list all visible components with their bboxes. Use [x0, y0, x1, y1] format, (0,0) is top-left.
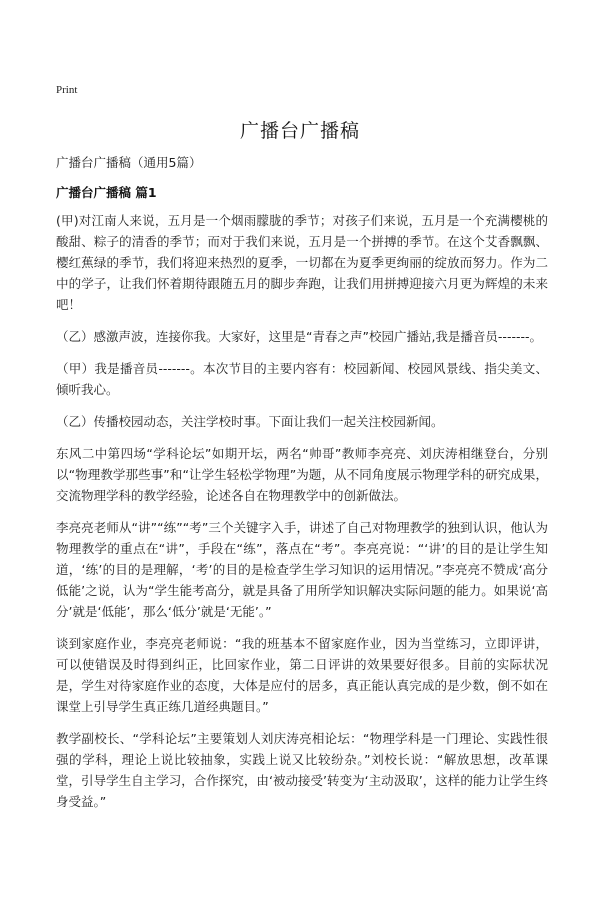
- paragraph-3: （甲）我是播音员-------。本次节目的主要内容有：校园新闻、校园风景线、指尖美文、倾听我心。: [56, 361, 548, 397]
- section-heading: 广播台广播稿 篇1: [56, 185, 157, 200]
- print-label: Print: [56, 84, 78, 96]
- page-title: 广播台广播稿: [239, 120, 360, 142]
- paragraph-7: 谈到家庭作业，李亮亮老师说：“我的班基本不留家庭作业，因为当堂练习，立即评讲，可以使错误及时得到纠正，比回家作业，第二日评讲的效果要好很多。目前的实际状况是，学生对待家庭作业的态度，大体是应付的居多，真正能认真完成的是少数，倒不如在课堂上引导学生真正练几道经典题目。”: [56, 636, 548, 714]
- paragraph-6: 李亮亮老师从“讲”“练”“考”三个关键字入手，讲述了自己对物理教学的独到认识，他认为物理教学的重点在“讲”，手段在“练”，落点在“考”。李亮亮说：“‘讲’的目的是让学生知道，‘练’的目的是理解，‘考’的目的是检查学生学习知识的运用情况。”李亮亮不赞成‘高分低能’之说，认为“学生能考高分，就是具备了用所学知识解决实际问题的能力。如果说‘高分’就是‘低能’，那么‘低分’就是‘无能’。”: [56, 520, 548, 619]
- article-body: [56, 210, 548, 823]
- document-subtitle: 广播台广播稿（通用5篇）: [56, 155, 202, 170]
- paragraph-2: （乙）感激声波，连接你我。大家好，这里是“青春之声”校园广播站,我是播音员-------。: [56, 329, 543, 344]
- paragraph-4: （乙）传播校园动态，关注学校时事。下面让我们一起关注校园新闻。: [56, 414, 444, 429]
- paragraph-5: 东风二中第四场“学科论坛”如期开坛，两名“帅哥”教师李亮亮、刘庆涛相继登台，分别以“物理教学那些事”和“让学生轻松学物理”为题，从不同角度展示物理学科的研究成果，交流物理学科的教学经验，论述各自在物理教学中的创新做法。: [56, 446, 548, 503]
- paragraph-1: (甲)对江南人来说，五月是一个烟雨朦胧的季节；对孩子们来说，五月是一个充满樱桃的酸甜、粽子的清香的季节；而对于我们来说，五月是一个拼搏的季节。在这个艾香飘飘、樱红蕉绿的季节，我们将迎来热烈的夏季，一切都在为夏季更绚丽的绽放而努力。作为二中的学子，让我们怀着期待跟随五月的脚步奔跑，让我们用拼搏迎接六月更为辉煌的未来吧！: [56, 213, 548, 312]
- paragraph-8: 教学副校长、“学科论坛”主要策划人刘庆涛亮相论坛：“物理学科是一门理论、实践性很强的学科，理论上说比较抽象，实践上说又比较纷杂。”刘校长说：“解放思想，改革课堂，引导学生自主学习，合作探究，由‘被动接受’转变为‘主动汲取’，这样的能力让学生终身受益。”: [56, 731, 548, 809]
